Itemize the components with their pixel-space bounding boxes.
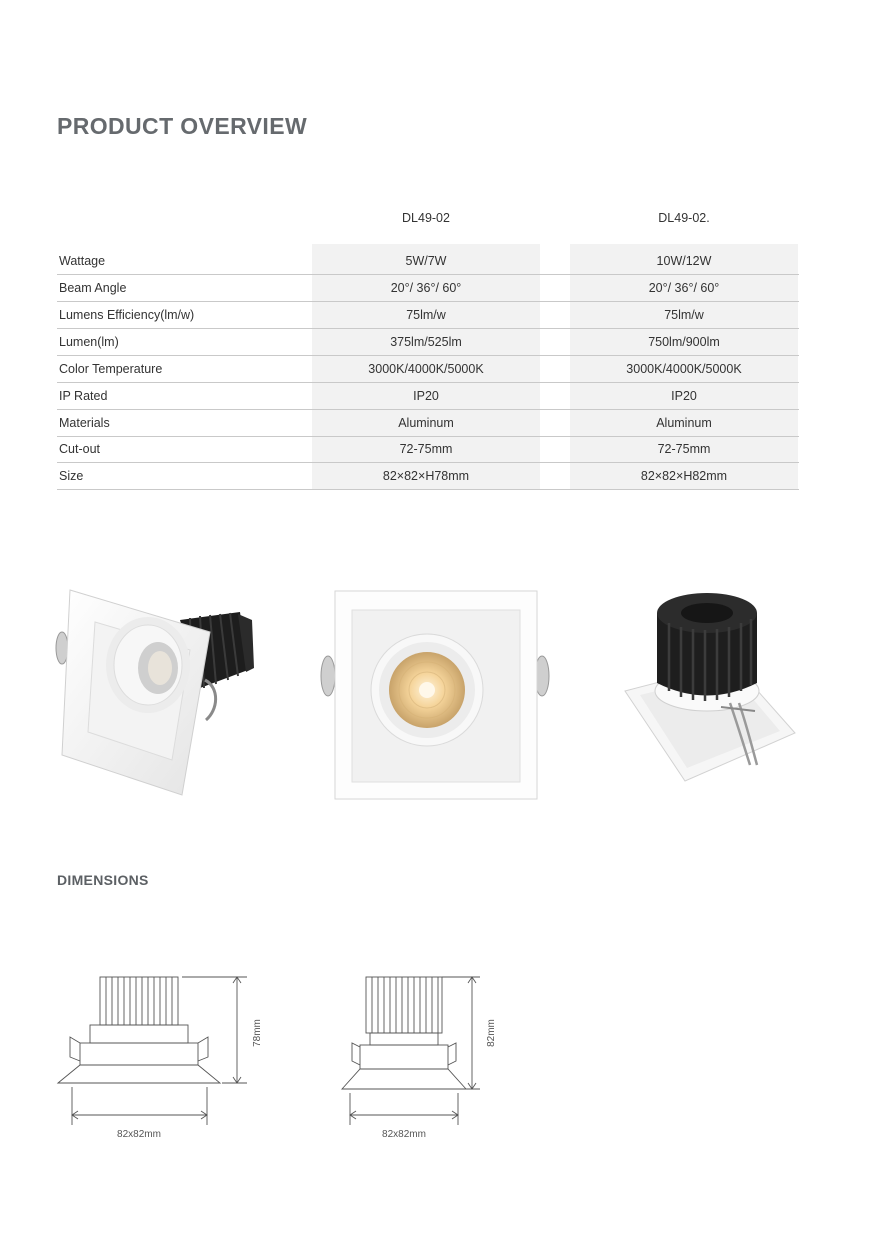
row-label: Wattage — [59, 254, 106, 268]
row-value: 20°/ 36°/ 60° — [390, 281, 462, 295]
table-row — [57, 247, 799, 275]
row-value: 375lm/525lm — [390, 335, 462, 349]
row-value: Aluminum — [398, 416, 454, 430]
model-header: DL49-02 — [402, 211, 450, 225]
row-value: 72-75mm — [657, 442, 711, 456]
row-label: Cut-out — [59, 442, 100, 456]
product-image-back — [615, 583, 800, 793]
width-label: 82x82mm — [117, 1129, 161, 1140]
row-label: Beam Angle — [59, 281, 127, 295]
row-value: Aluminum — [656, 416, 712, 430]
dimension-drawing — [32, 965, 277, 1145]
row-value: 750lm/900lm — [648, 335, 720, 349]
row-value: 3000K/4000K/5000K — [626, 362, 742, 376]
width-label: 82x82mm — [382, 1129, 426, 1140]
row-label: Size — [59, 469, 84, 483]
row-value: 72-75mm — [399, 442, 453, 456]
page-title: PRODUCT OVERVIEW — [57, 113, 308, 139]
row-label: Lumens Efficiency(lm/w) — [59, 308, 195, 322]
table-row — [57, 382, 799, 410]
table-row — [57, 435, 799, 463]
row-value: 3000K/4000K/5000K — [368, 362, 484, 376]
row-label: IP Rated — [59, 389, 108, 403]
row-label: Color Temperature — [59, 362, 163, 376]
table-row — [57, 409, 799, 437]
heatsink — [657, 593, 757, 701]
row-value: IP20 — [413, 389, 439, 403]
row-value: 75lm/w — [664, 308, 704, 322]
product-image-angled-left — [40, 570, 260, 805]
product-image-front — [318, 588, 550, 802]
table-row — [57, 462, 799, 490]
row-value: 10W/12W — [656, 254, 712, 268]
table-row — [57, 301, 799, 329]
table-row — [57, 274, 799, 302]
row-value: 5W/7W — [405, 254, 447, 268]
row-value: 20°/ 36°/ 60° — [648, 281, 720, 295]
height-label: 82mm — [486, 1019, 497, 1047]
table-row — [57, 328, 799, 356]
row-label: Lumen(lm) — [59, 335, 119, 349]
row-value: IP20 — [671, 389, 697, 403]
row-value: 75lm/w — [406, 308, 446, 322]
dimension-drawing — [330, 965, 515, 1145]
row-value: 82×82×H82mm — [640, 469, 728, 483]
model-header: DL49-02. — [658, 211, 710, 225]
section-title-dimensions: DIMENSIONS — [57, 872, 149, 888]
height-label: 78mm — [252, 1019, 263, 1047]
row-value: 82×82×H78mm — [382, 469, 470, 483]
row-label: Materials — [59, 416, 110, 430]
table-row — [57, 355, 799, 383]
